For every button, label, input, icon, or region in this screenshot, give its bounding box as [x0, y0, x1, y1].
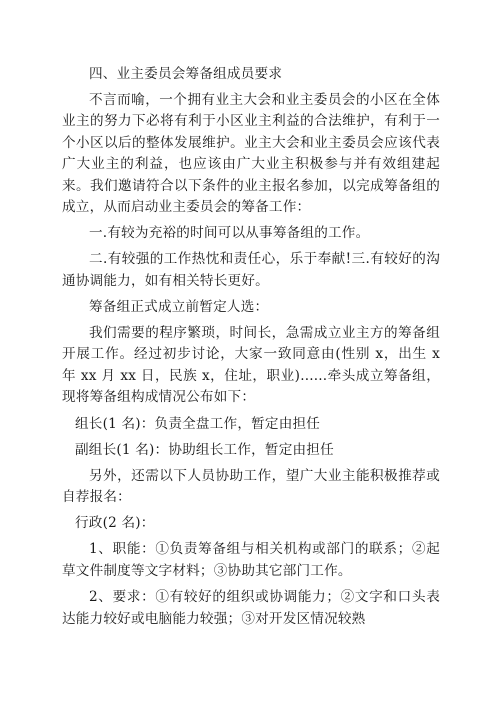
deputy-line: 副组长(1 名)：协助组长工作，暂定由担任: [75, 442, 334, 458]
leader-line: 组长(1 名)：负责全盘工作，暂定由担任: [75, 415, 321, 432]
duties-paragraph: 1、职能：①负责筹备组与相关机构或部门的联系；②起草文件制度等文字材料；③协助其它部门工作。: [62, 541, 440, 579]
interim-paragraph: 我们需要的程序繁琐，时间长，急需成立业主方的筹备组开展工作。经过初步讨论，大家一致同意由(性别 x，出生 x 年 xx 月 xx 日，民族 x，住址，职业)......牵头成立筹备组，现将筹备组构成情况公布如下：: [62, 324, 440, 405]
section-heading: 四、业主委员会筹备组成员要求: [89, 66, 283, 82]
additional-paragraph: 另外，还需以下人员协助工作，望广大业主能积极推荐或自荐报名：: [62, 467, 440, 505]
condition-1: 一.有较为充裕的时间可以从事筹备组的工作。: [89, 224, 370, 241]
admin-heading: 行政(2 名)：: [75, 514, 155, 531]
document-page: [62, 64, 440, 630]
interim-heading: 筹备组正式成立前暂定人选：: [89, 299, 269, 315]
intro-paragraph: 不言而喻，一个拥有业主大会和业主委员会的小区在全体业主的努力下必将有利于小区业主利益的合法维护，有利于一个小区以后的整体发展维护。业主大会和业主委员会应该代表广大业主的利益，也应该由广大业主积极参与并有效组建起来。我们邀请符合以下条件的业主报名参加，以完成筹备组的成立，从而启动业主委员会的筹备工作：: [62, 91, 440, 215]
requirements-paragraph: 2、要求：①有较好的组织或协调能力；②文字和口头表达能力较好或电脑能力较强；③对开发区情况较熟: [62, 589, 440, 627]
condition-2: 二.有较强的工作热忱和责任心，乐于奉献!三.有较好的沟通协调能力，如有相关特长更好。: [62, 251, 440, 289]
